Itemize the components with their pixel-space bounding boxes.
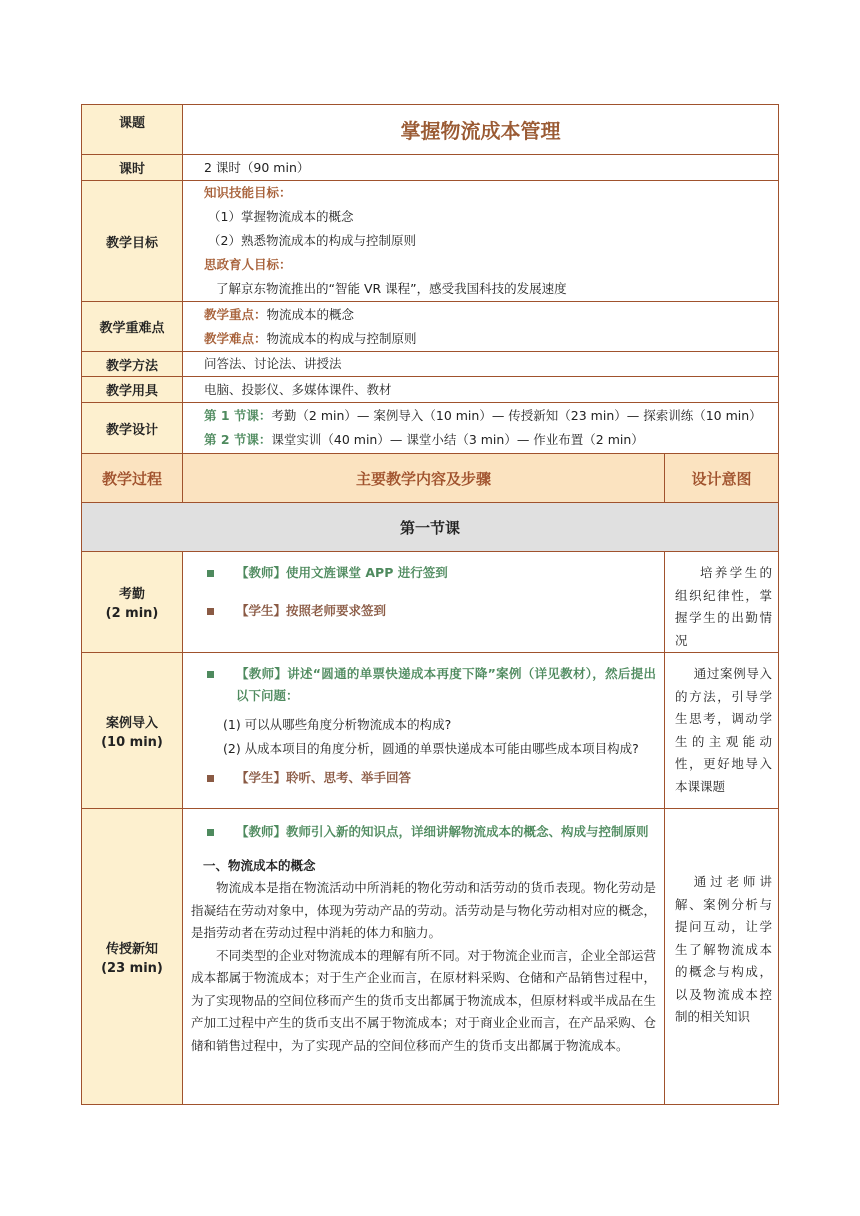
difficult-label: 教学难点： (204, 330, 267, 346)
square-bullet-icon (207, 775, 214, 782)
case-content (183, 653, 665, 809)
new-knowledge-teacher-item (207, 821, 656, 843)
case-student: 【学生】聆听、思考、举手回答 (236, 770, 412, 785)
case-teacher: 【教师】讲述“圆通的单票快递成本再度下降”案例（详见教材），然后提出以下问题： (236, 666, 656, 703)
hours-label: 课时 (82, 155, 183, 181)
process-header-intent: 设计意图 (665, 454, 779, 503)
paragraph-1: 物流成本是指在物流活动中所消耗的物化劳动和活劳动的货币表现。物化劳动是指凝结在劳动对象中，体现为劳动产品的劳动。活劳动是与物化劳动相对应的概念，是指劳动者在劳动过程中消耗的体力和脑力。 (191, 880, 656, 940)
case-label: 案例导入 (105, 715, 158, 731)
new-knowledge-intent: 通过老师讲解、案例分析与提问互动，让学生了解物流成本的概念与构成，以及物流成本控制的相关知识 (665, 809, 779, 1105)
attendance-student-item (207, 600, 654, 622)
keypoints-cell (183, 302, 779, 352)
square-bullet-icon (207, 570, 214, 577)
difficult-point-line (204, 327, 778, 351)
attendance-student: 【学生】按照老师要求签到 (236, 603, 387, 618)
new-knowledge-label-cell (82, 809, 183, 1105)
hours-value: 2 课时（90 min） (183, 155, 779, 181)
new-knowledge-label: 传授新知 (105, 941, 158, 957)
key-value: 物流成本的概念 (266, 306, 355, 322)
lesson1-line (204, 404, 778, 428)
design-cell (183, 403, 779, 454)
lesson1-value: 考勤（2 min）— 案例导入（10 min）— 传授新知（23 min）— 探索训练（10 min） (271, 408, 762, 423)
keypoints-label: 教学重难点 (82, 302, 183, 352)
lesson2-line (204, 428, 778, 452)
tools-value: 电脑、投影仪、多媒体课件、教材 (183, 377, 779, 403)
case-student-item (207, 767, 656, 789)
attendance-label-cell (82, 552, 183, 653)
knowledge-item-2: （2）熟悉物流成本的构成与控制原则 (208, 233, 416, 248)
case-teacher-item (207, 663, 656, 707)
knowledge-item-1: （1）掌握物流成本的概念 (208, 209, 354, 224)
paragraph-2: 不同类型的企业对物流成本的理解有所不同。对于物流企业而言，企业全部运营成本都属于物流成本；对于生产企业而言，在原材料采购、仓储和产品销售过程中，为了实现物品的空间位移而产生的货币支出都属于物流成本，但原材料或半成品在生产加工过程中产生的货币支出不属于物流成本；对于商业企业而言，在产品采购、仓储和销售过程中，为了实现产品的空间位移而产生的货币支出都属于物流成本。 (191, 947, 656, 1053)
topic-label: 课题 (82, 105, 183, 155)
difficult-value: 物流成本的构成与控制原则 (266, 330, 417, 346)
section-heading: 一、物流成本的概念 (203, 858, 316, 873)
lesson2-label: 第 2 节课： (204, 432, 272, 447)
case-intent: 通过案例导入的方法，引导学生思考，调动学生的主观能动性，更好地导入本课课题 (665, 653, 779, 809)
methods-label: 教学方法 (82, 352, 183, 377)
lesson-plan-table (81, 104, 779, 1105)
new-knowledge-content (183, 809, 665, 1105)
key-point-line (204, 303, 778, 327)
attendance-teacher-item (207, 562, 654, 584)
section-title: 第一节课 (82, 503, 779, 552)
attendance-time: (2 min) (105, 606, 159, 621)
square-bullet-icon (207, 608, 214, 615)
attendance-content (183, 552, 665, 653)
process-header-step: 教学过程 (82, 454, 183, 503)
objectives-cell (183, 181, 779, 302)
square-bullet-icon (207, 829, 214, 836)
methods-value: 问答法、讨论法、讲授法 (183, 352, 779, 377)
lesson1-label: 第 1 节课： (204, 408, 272, 423)
attendance-intent: 培养学生的组织纪律性，掌握学生的出勤情况 (665, 552, 779, 653)
ideology-text: 了解京东物流推出的“智能 VR 课程”，感受我国科技的发展速度 (216, 281, 567, 296)
key-label: 教学重点： (204, 306, 267, 322)
case-question-1: (1) 可以从哪些角度分析物流成本的构成? (223, 717, 452, 732)
case-time: (10 min) (101, 734, 163, 750)
knowledge-heading: 知识技能目标： (204, 185, 292, 200)
design-label: 教学设计 (82, 403, 183, 454)
ideology-heading: 思政育人目标： (204, 257, 292, 272)
objectives-label: 教学目标 (82, 181, 183, 302)
lesson2-value: 课堂实训（40 min）— 课堂小结（3 min）— 作业布置（2 min） (271, 432, 644, 447)
new-knowledge-teacher: 【教师】教师引入新的知识点，详细讲解物流成本的概念、构成与控制原则 (236, 824, 649, 839)
attendance-label: 考勤 (118, 587, 145, 602)
case-label-cell (82, 653, 183, 809)
square-bullet-icon (207, 671, 214, 678)
new-knowledge-time: (23 min) (101, 960, 163, 976)
case-question-2: (2) 从成本项目的角度分析，圆通的单票快递成本可能由哪些成本项目构成? (223, 741, 639, 756)
process-header-content: 主要教学内容及步骤 (183, 454, 665, 503)
attendance-teacher: 【教师】使用文旌课堂 APP 进行签到 (236, 565, 448, 580)
tools-label: 教学用具 (82, 377, 183, 403)
topic-title: 掌握物流成本管理 (183, 105, 779, 155)
